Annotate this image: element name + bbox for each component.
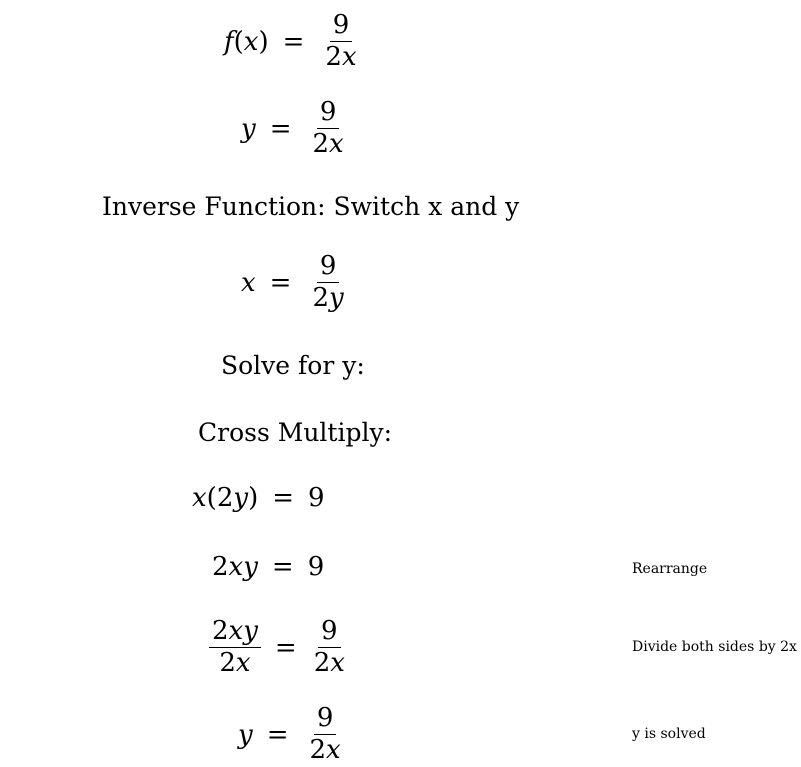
cross-multiply-heading: Cross Multiply: — [198, 418, 393, 447]
equation-x-equals — [241, 253, 351, 313]
numerator: 9 — [330, 12, 353, 42]
numerator: 9 — [317, 99, 340, 129]
right-denominator — [311, 648, 348, 677]
equation-f-of-x — [224, 12, 364, 72]
equals-sign: = — [269, 113, 292, 144]
rhs-value: 9 — [307, 552, 325, 582]
numerator: 9 — [317, 253, 340, 283]
equation-y-equals — [241, 99, 351, 159]
variable-y: y — [243, 552, 258, 582]
equation-solved — [238, 705, 348, 765]
equals-sign: = — [269, 267, 292, 298]
fraction — [310, 99, 347, 159]
left-fraction — [209, 618, 261, 678]
equation-divided — [205, 618, 352, 678]
equals-sign: = — [266, 719, 289, 750]
denominator-variable: x — [326, 735, 341, 766]
equation-cross-multiplied — [192, 483, 325, 513]
paren-close: ) — [258, 26, 269, 57]
denominator-coefficient: 2 — [312, 283, 330, 314]
denominator-variable: x — [341, 42, 357, 73]
denominator — [309, 283, 346, 312]
paren-open: ( — [206, 483, 217, 513]
denominator — [310, 129, 347, 158]
fraction — [309, 253, 346, 313]
right-denominator-coefficient: 2 — [313, 648, 331, 679]
left-denominator — [216, 648, 253, 677]
rhs-value: 9 — [308, 483, 325, 513]
function-variable: x — [243, 26, 259, 57]
equals-sign: = — [271, 552, 294, 582]
denominator-variable: y — [329, 283, 344, 314]
left-denominator-variable: x — [235, 648, 251, 679]
denominator — [307, 735, 344, 764]
note-divide: Divide both sides by 2x — [632, 639, 797, 655]
fraction — [307, 705, 344, 765]
equals-sign: = — [274, 632, 297, 663]
solve-for-y-heading: Solve for y: — [221, 351, 365, 380]
lhs-variable: y — [238, 719, 253, 750]
equation-rearranged — [212, 552, 324, 582]
equals-sign: = — [272, 483, 295, 513]
denominator-coefficient: 2 — [309, 735, 327, 766]
note-solved: y is solved — [632, 726, 706, 742]
lhs-variable: y — [241, 113, 256, 144]
inner-coefficient: 2 — [216, 483, 234, 513]
denominator-coefficient: 2 — [325, 42, 342, 73]
left-numerator — [209, 618, 261, 648]
denominator-variable: x — [329, 129, 344, 160]
inverse-function-heading: Inverse Function: Switch x and y — [102, 192, 520, 221]
right-fraction — [311, 618, 348, 678]
lhs-variable: x — [241, 267, 256, 298]
left-denominator-coefficient: 2 — [219, 648, 236, 679]
left-numerator-coefficient: 2 — [212, 616, 229, 646]
paren-close: ) — [248, 483, 259, 513]
denominator-coefficient: 2 — [312, 129, 330, 160]
variable-x: x — [228, 552, 244, 582]
function-name: f — [224, 26, 234, 57]
inner-variable: y — [233, 483, 249, 513]
paren-open: ( — [233, 26, 244, 57]
right-numerator: 9 — [318, 618, 341, 648]
numerator: 9 — [314, 705, 337, 735]
coefficient: 2 — [212, 552, 229, 582]
equals-sign: = — [282, 26, 305, 57]
outer-variable: x — [192, 483, 207, 513]
right-denominator-variable: x — [330, 648, 345, 679]
left-numerator-y: y — [243, 616, 258, 646]
left-numerator-x: x — [228, 616, 244, 646]
note-rearrange: Rearrange — [632, 561, 708, 577]
denominator — [322, 42, 359, 71]
fraction — [322, 12, 359, 72]
